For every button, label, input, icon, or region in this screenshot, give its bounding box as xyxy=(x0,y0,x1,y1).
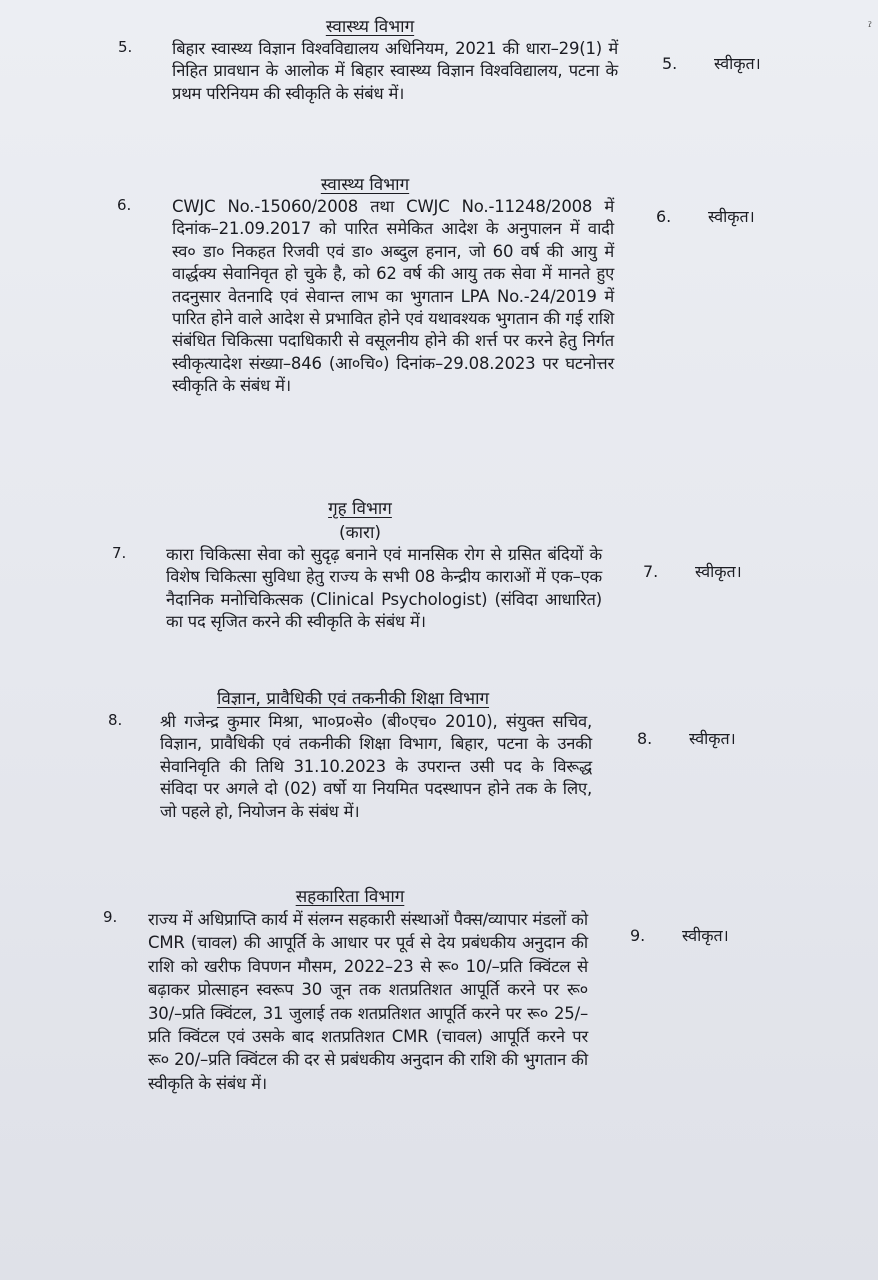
item-number: 7. xyxy=(112,544,127,562)
item-text: श्री गजेन्द्र कुमार मिश्रा, भा०प्र०से० (बी०एच० 2010), संयुक्त सचिव, विज्ञान, प्रावैधिकी एवं तकनीकी शिक्षा विभाग, बिहार, पटना के उनकी सेवानिवृति की तिथि 31.10.2023 के उपरान्त उसी पद के विरूद्ध संविदा पर अगले दो (02) वर्षो या नियमित पदस्थापन होने तक के लिए, जो पहले हो, नियोजन के संबंध में। xyxy=(160,712,592,821)
result-status: स्वीकृत। xyxy=(682,926,729,945)
item-result xyxy=(662,52,761,74)
corner-mark: ˀ xyxy=(868,20,872,36)
item-number: 6. xyxy=(117,196,132,214)
result-status: स्वीकृत। xyxy=(708,207,755,226)
subdepartment-heading: (कारा) xyxy=(338,523,382,543)
item-result xyxy=(656,205,755,227)
item-text: कारा चिकित्सा सेवा को सुदृढ़ बनाने एवं मानसिक रोग से ग्रसित बंदियों के विशेष चिकित्सा सुविधा हेतु राज्य के सभी 08 केन्द्रीय काराओं में एक–एक नैदानिक मनोचिकित्सक (Clinical Psychologist) (संविदा आधारित) का पद सृजित करने की स्वीकृति के संबंध में। xyxy=(166,545,602,632)
result-number: 5. xyxy=(662,54,678,73)
department-heading: स्वास्थ्य विभाग xyxy=(325,17,415,37)
item-result xyxy=(643,560,742,582)
result-number: 9. xyxy=(630,926,646,945)
department-heading: सहकारिता विभाग xyxy=(295,887,405,907)
item-text: CWJC No.-15060/2008 तथा CWJC No.-11248/2008 में दिनांक–21.09.2017 को पारित समेकित आदेश के अनुपालन में वादी स्व० डा० निकहत रिजवी एवं डा० अब्दुल हनान, जो 60 वर्ष की आयु में वार्द्धक्य सेवानिवृत हो चुके है, को 62 वर्ष की आयु तक सेवा में मानते हुए तदनुसार वेतनादि एवं सेवान्त लाभ का भुगतान LPA No.-24/2019 में पारित होने वाले आदेश से प्रभावित होने एवं यथावश्यक भुगतान की गई राशि संबंधित चिकित्सा पदाधिकारी से वसूलनीय होने की शर्त्त पर करने हेतु निर्गत स्वीकृत्यादेश संख्या–846 (आ०चि०) दिनांक–29.08.2023 पर घटनोत्तर स्वीकृति के संबंध में। xyxy=(172,197,614,396)
item-number: 8. xyxy=(108,711,123,729)
item-result xyxy=(637,727,736,749)
result-status: स्वीकृत। xyxy=(695,562,742,581)
result-number: 7. xyxy=(643,562,659,581)
item-number: 9. xyxy=(103,908,118,926)
item-result xyxy=(630,924,729,946)
department-heading: गृह विभाग xyxy=(328,499,392,519)
department-heading: स्वास्थ्य विभाग xyxy=(320,175,410,195)
result-status: स्वीकृत। xyxy=(689,729,736,748)
item-number: 5. xyxy=(118,38,133,56)
department-heading: विज्ञान, प्रावैधिकी एवं तकनीकी शिक्षा विभाग xyxy=(216,689,490,709)
result-number: 6. xyxy=(656,207,672,226)
item-text: राज्य में अधिप्राप्ति कार्य में संलग्न सहकारी संस्थाओं पैक्स/व्यापार मंडलों को CMR (चावल) की आपूर्ति के आधार पर पूर्व से देय प्रबंधकीय अनुदान की राशि को खरीफ विपणन मौसम, 2022–23 से रू० 10/–प्रति क्विंटल से बढ़ाकर प्रोत्साहन स्वरूप 30 जून तक शतप्रतिशत आपूर्ति करने पर रू० 30/–प्रति क्विंटल, 31 जुलाई तक शतप्रतिशत आपूर्ति करने पर रू० 25/–प्रति क्विंटल एवं उसके बाद शतप्रतिशत CMR (चावल) आपूर्ति करने पर रू० 20/–प्रति क्विंटल की दर से प्रबंधकीय अनुदान की राशि की भुगतान की स्वीकृति के संबंध में। xyxy=(148,910,588,1093)
item-text: बिहार स्वास्थ्य विज्ञान विश्वविद्यालय अधिनियम, 2021 की धारा–29(1) में निहित प्रावधान के आलोक में बिहार स्वास्थ्य विज्ञान विश्वविद्यालय, पटना के प्रथम परिनियम की स्वीकृति के संबंध में। xyxy=(172,39,618,103)
result-number: 8. xyxy=(637,729,653,748)
result-status: स्वीकृत। xyxy=(714,54,761,73)
